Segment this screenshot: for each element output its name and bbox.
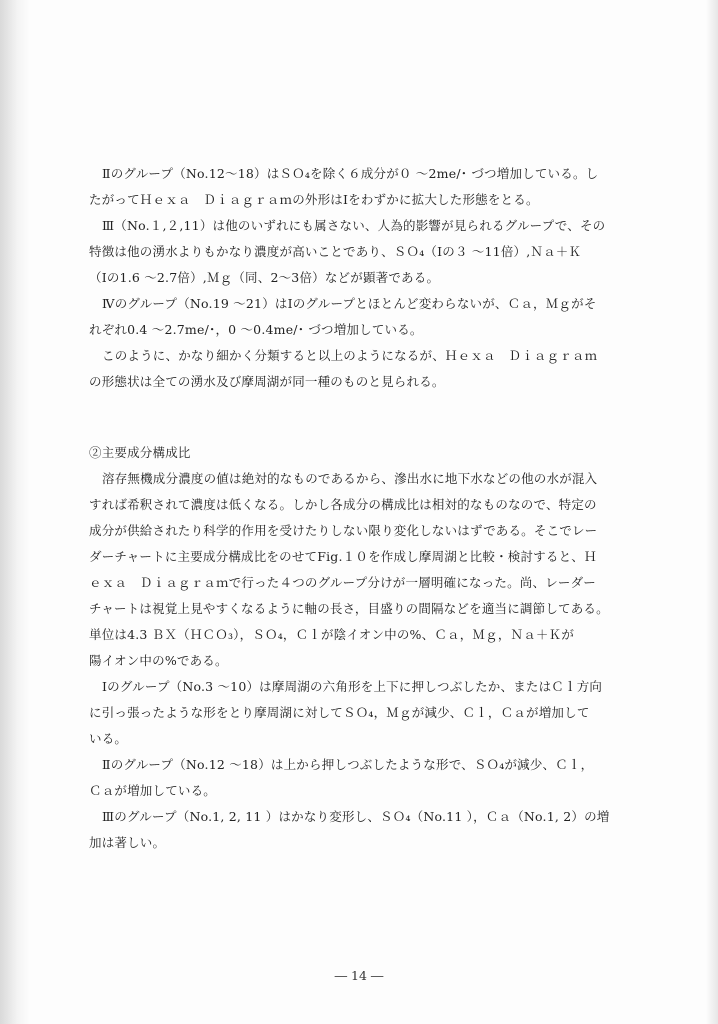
paragraph-line: 特徴は他の湧水よりもかなり濃度が高いことであり、ＳＯ₄（Ⅰの３ 〜11倍）,Ｎａ＋Ｋ: [89, 244, 582, 259]
page-edge-shadow-right: [706, 0, 718, 1024]
paragraph-line: れぞれ0.4 〜2.7me/･，0 〜0.4me/･ づつ増加している。: [89, 322, 423, 337]
paragraph-line: 成分が供給されたり科学的作用を受けたりしない限り変化しないはずである。そこでレー: [89, 523, 598, 538]
paragraph-line: このように、かなり細かく分類すると以上のようになるが、Ｈｅｘａ Ｄｉａｇｒａｍ: [102, 348, 598, 363]
paragraph-line: Ⅲのグループ（No.1, 2, 11 ）はかなり変形し、ＳＯ₄（No.11 ），Ｃａ（No.1, 2）の増: [102, 809, 610, 824]
section-heading: ②主要成分構成比: [89, 445, 191, 460]
paragraph-line: 単位は4.3 ＢＸ（ＨＣＯ₃），ＳＯ₄，Ｃｌが陰イオン中の%、Ｃａ，Ｍｇ，Ｎａ＋Ｋが: [89, 627, 575, 642]
paragraph-line: ｅｘａ Ｄｉａｇｒａｍで行った４つのグループ分けが一層明確になった。尚、レーダー: [89, 575, 597, 590]
paragraph-line: Ⅱのグループ（No.12 〜18）は上から押しつぶしたような形で、ＳＯ₄が減少、Ｃｌ，: [102, 757, 594, 772]
paragraph-line: チャートは視覚上見やすくなるように軸の長さ，目盛りの間隔などを適当に調節してある。: [89, 601, 609, 616]
paragraph-line: ダーチャートに主要成分構成比をのせてFig.１０を作成し摩周湖と比較・検討すると、Ｈ: [89, 549, 597, 564]
section-hexa-diagram-groups: [89, 161, 629, 395]
page-edge-shadow: [0, 0, 30, 1024]
paragraph-line: に引っ張ったような形をとり摩周湖に対してＳＯ₄，Ｍｇが減少、Ｃｌ，Ｃａが増加して: [89, 705, 590, 720]
page-number: ― 14 ―: [334, 968, 384, 983]
paragraph-line: Ⅰのグループ（No.3 〜10）は摩周湖の六角形を上下に押しつぶしたか、またはＣｌ方向: [102, 679, 603, 694]
paragraph-line: たがってＨｅｘａ Ｄｉａｇｒａｍの外形はⅠをわずかに拡大した形態をとる。: [89, 192, 539, 207]
paragraph-line: すれば希釈されて濃度は低くなる。しかし各成分の構成比は相対的なものなので、特定の: [89, 497, 597, 512]
paragraph-line: Ｃａが増加している。: [89, 783, 217, 798]
paragraph-line: （Ⅰの1.6 〜2.7倍）,Ｍｇ（同、2〜3倍）などが顕著である。: [89, 270, 440, 285]
paragraph-line: Ⅲ（No.１,２,11）は他のいずれにも属さない、人為的影響が見られるグループで、その: [102, 218, 606, 233]
paragraph-line: の形態状は全ての湧水及び摩周湖が同一種のものと見られる。: [89, 374, 445, 389]
paragraph-line: 溶存無機成分濃度の値は絶対的なものであるから、滲出水に地下水などの他の水が混入: [102, 471, 598, 486]
paragraph-line: 陽イオン中の%である。: [89, 653, 228, 668]
paragraph-line: いる。: [89, 731, 128, 746]
paragraph-line: Ⅱのグループ（No.12〜18）はＳＯ₄を除く６成分が０ 〜2me/･ づつ増加している。し: [102, 166, 599, 181]
section-main-component-ratio: [89, 440, 629, 856]
paragraph-line: Ⅳのグループ（No.19 〜21）はⅠのグループとほとんど変わらないが、Ｃａ，Ｍｇがそ: [102, 296, 597, 311]
paragraph-line: 加は著しい。: [89, 835, 166, 850]
